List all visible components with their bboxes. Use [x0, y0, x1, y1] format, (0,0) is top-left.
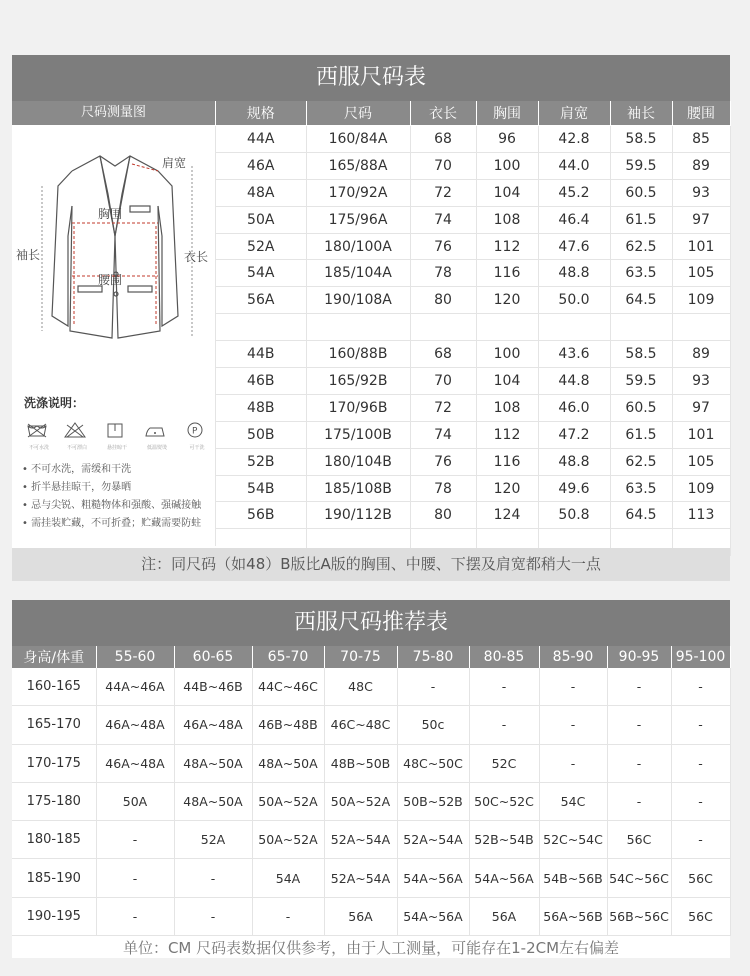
table-row — [216, 368, 730, 395]
recommend-table-header — [12, 646, 730, 668]
table-cell: 49.6 — [538, 475, 610, 502]
table-cell: 48B — [216, 394, 306, 421]
table-cell: 63.5 — [610, 260, 672, 287]
waist-label: 腰围 — [98, 273, 123, 287]
table-cell: 44.0 — [538, 152, 610, 179]
table-cell: 100 — [476, 152, 538, 179]
table-cell: 46.0 — [538, 394, 610, 421]
table-cell: 56C — [607, 821, 671, 859]
table-cell: 160/88B — [306, 341, 410, 368]
table-cell: - — [539, 706, 607, 744]
table-cell: 56A~56B — [539, 897, 607, 935]
table-cell: 48C~50C — [397, 744, 469, 782]
table-cell: 64.5 — [610, 287, 672, 314]
table-cell — [672, 314, 730, 341]
table-cell: - — [469, 706, 539, 744]
table-cell: 42.8 — [538, 126, 610, 153]
table-row — [12, 668, 730, 706]
table-row — [12, 897, 730, 935]
table-row — [216, 206, 730, 233]
table-cell: 124 — [476, 502, 538, 529]
table-cell: 44C~46C — [252, 668, 324, 706]
table-cell: 170-175 — [12, 744, 96, 782]
hang-dry-icon: 悬挂晾干 — [104, 422, 130, 451]
size-header-cell: 尺码 — [306, 101, 410, 126]
table-cell: - — [397, 668, 469, 706]
table-cell: 74 — [410, 421, 476, 448]
table-cell: 165/92B — [306, 368, 410, 395]
rec-header-cell: 75-80 — [397, 646, 469, 668]
table-cell: 50A — [216, 206, 306, 233]
table-cell: 76 — [410, 448, 476, 475]
table-cell: 44B — [216, 341, 306, 368]
table-cell: 54A~56A — [397, 859, 469, 897]
wash-title: 洗涤说明： — [24, 396, 85, 410]
table-cell: 54C~56C — [607, 859, 671, 897]
table-cell: 54A — [252, 859, 324, 897]
table-cell: 52A — [174, 821, 252, 859]
rec-header-cell: 60-65 — [174, 646, 252, 668]
table-cell: - — [96, 821, 174, 859]
table-cell: - — [607, 744, 671, 782]
table-row — [216, 260, 730, 287]
table-cell: 100 — [476, 341, 538, 368]
wash-note: • 不可水洗，需缓和干洗 — [22, 464, 132, 475]
table-cell: 54A~56A — [469, 859, 539, 897]
table-cell: 43.6 — [538, 341, 610, 368]
table-row — [216, 233, 730, 260]
rec-header-cell: 65-70 — [252, 646, 324, 668]
table-cell: - — [671, 821, 730, 859]
table-cell: 50.0 — [538, 287, 610, 314]
table-cell: 54A — [216, 260, 306, 287]
size-table-header — [216, 101, 730, 126]
table-cell: 175-180 — [12, 782, 96, 820]
table-cell: 112 — [476, 233, 538, 260]
table-cell: 97 — [672, 206, 730, 233]
table-cell: 109 — [672, 287, 730, 314]
table-cell: 175/96A — [306, 206, 410, 233]
recommend-chart-title: 西服尺码推荐表 — [12, 600, 730, 646]
table-cell: 96 — [476, 126, 538, 153]
table-cell: 112 — [476, 421, 538, 448]
table-cell: 62.5 — [610, 233, 672, 260]
table-cell: 60.5 — [610, 394, 672, 421]
table-cell — [410, 314, 476, 341]
table-cell: 54B — [216, 475, 306, 502]
table-cell: - — [252, 897, 324, 935]
table-cell: - — [469, 668, 539, 706]
dry-clean-icon: P 可干洗 — [184, 422, 210, 451]
table-row — [12, 782, 730, 820]
table-cell: 76 — [410, 233, 476, 260]
table-cell: 48.8 — [538, 260, 610, 287]
table-cell — [538, 314, 610, 341]
wash-note: • 需挂装贮藏，不可折叠；贮藏需要防蛀 — [22, 518, 202, 529]
table-row — [216, 126, 730, 153]
table-cell: - — [671, 668, 730, 706]
table-cell: 54B~56B — [539, 859, 607, 897]
table-cell: 185-190 — [12, 859, 96, 897]
table-cell: 68 — [410, 341, 476, 368]
table-cell: 52C~54C — [539, 821, 607, 859]
table-cell: 89 — [672, 341, 730, 368]
table-cell: 93 — [672, 368, 730, 395]
table-row — [216, 448, 730, 475]
table-cell: - — [174, 859, 252, 897]
table-cell: 52A~54A — [324, 821, 397, 859]
rec-header-cell: 55-60 — [96, 646, 174, 668]
table-cell: 50A~52A — [324, 782, 397, 820]
table-cell: 44B~46B — [174, 668, 252, 706]
table-cell: 68 — [410, 126, 476, 153]
sleeve-label: 袖长 — [16, 248, 41, 262]
table-cell: 50B~52B — [397, 782, 469, 820]
table-cell: 54C — [539, 782, 607, 820]
table-cell: 70 — [410, 152, 476, 179]
table-cell: 44A~46A — [96, 668, 174, 706]
table-cell: 47.6 — [538, 233, 610, 260]
table-cell: 48.8 — [538, 448, 610, 475]
table-row — [216, 394, 730, 421]
rec-header-cell: 95-100 — [671, 646, 730, 668]
table-cell: 52B — [216, 448, 306, 475]
table-cell: 48A~50A — [252, 744, 324, 782]
table-cell: 89 — [672, 152, 730, 179]
table-cell: 108 — [476, 206, 538, 233]
table-cell: 48A — [216, 179, 306, 206]
table-cell: 52A — [216, 233, 306, 260]
length-label: 衣长 — [184, 250, 209, 264]
table-cell: 116 — [476, 448, 538, 475]
table-cell: 46C~48C — [324, 706, 397, 744]
size-header-cell: 规格 — [216, 101, 306, 126]
size-chart-panel — [12, 55, 730, 581]
table-cell: 175/100B — [306, 421, 410, 448]
table-cell: 160-165 — [12, 668, 96, 706]
table-cell: 160/84A — [306, 126, 410, 153]
table-cell: 165-170 — [12, 706, 96, 744]
table-cell: - — [96, 897, 174, 935]
table-cell: 46A~48A — [96, 706, 174, 744]
table-cell: 70 — [410, 368, 476, 395]
table-row — [216, 502, 730, 529]
table-cell: 58.5 — [610, 126, 672, 153]
table-cell: 59.5 — [610, 368, 672, 395]
table-cell: 78 — [410, 475, 476, 502]
table-cell: 170/96B — [306, 394, 410, 421]
measurement-diagram — [12, 126, 216, 546]
table-cell: 190-195 — [12, 897, 96, 935]
table-cell: 80 — [410, 287, 476, 314]
no-bleach-icon: 不可漂白 — [64, 422, 90, 451]
table-cell: 93 — [672, 179, 730, 206]
size-header-cell: 腰围 — [672, 101, 730, 126]
table-cell: - — [671, 782, 730, 820]
size-table — [216, 101, 731, 556]
chest-label: 胸围 — [98, 207, 123, 221]
table-cell: 56A — [324, 897, 397, 935]
table-cell: 72 — [410, 394, 476, 421]
size-header-cell: 衣长 — [410, 101, 476, 126]
table-cell: 62.5 — [610, 448, 672, 475]
table-cell: 116 — [476, 260, 538, 287]
table-row — [216, 475, 730, 502]
table-cell: - — [174, 897, 252, 935]
table-cell: 120 — [476, 287, 538, 314]
table-cell: 56B~56C — [607, 897, 671, 935]
table-cell: 52A~54A — [324, 859, 397, 897]
recommend-table — [12, 646, 731, 936]
table-cell: 170/92A — [306, 179, 410, 206]
table-cell: 113 — [672, 502, 730, 529]
size-note: 注：同尺码（如48）B版比A版的胸围、中腰、下摆及肩宽都稍大一点 — [12, 548, 730, 581]
table-cell: - — [607, 706, 671, 744]
table-cell: 78 — [410, 260, 476, 287]
table-cell: 46B — [216, 368, 306, 395]
table-cell: 56B — [216, 502, 306, 529]
rec-header-cell: 身高/体重 — [12, 646, 96, 668]
table-cell: 59.5 — [610, 152, 672, 179]
table-cell: 108 — [476, 394, 538, 421]
table-row — [12, 859, 730, 897]
rec-header-cell: 90-95 — [607, 646, 671, 668]
table-cell: 104 — [476, 179, 538, 206]
table-cell: - — [539, 668, 607, 706]
size-header-cell: 袖长 — [610, 101, 672, 126]
wash-icons — [22, 422, 212, 452]
table-row — [12, 821, 730, 859]
table-cell: 46B~48B — [252, 706, 324, 744]
table-cell: 185/104A — [306, 260, 410, 287]
table-cell — [610, 314, 672, 341]
table-cell: 47.2 — [538, 421, 610, 448]
table-cell: 46A~48A — [96, 744, 174, 782]
table-cell: 61.5 — [610, 206, 672, 233]
table-cell: 165/88A — [306, 152, 410, 179]
table-cell: 54A~56A — [397, 897, 469, 935]
table-cell — [216, 314, 306, 341]
table-cell — [476, 314, 538, 341]
table-cell: 105 — [672, 260, 730, 287]
table-cell: 56C — [671, 859, 730, 897]
table-cell: - — [96, 859, 174, 897]
table-cell: 50A~52A — [252, 821, 324, 859]
table-cell: 190/112B — [306, 502, 410, 529]
table-cell: 101 — [672, 421, 730, 448]
table-cell: 180/100A — [306, 233, 410, 260]
table-cell: 48C — [324, 668, 397, 706]
table-cell: 56C — [671, 897, 730, 935]
rec-header-cell: 70-75 — [324, 646, 397, 668]
wash-notes — [22, 461, 214, 533]
table-cell: 85 — [672, 126, 730, 153]
table-cell: 52B~54B — [469, 821, 539, 859]
table-cell: 97 — [672, 394, 730, 421]
wash-note: • 折半悬挂晾干，勿暴晒 — [22, 482, 132, 493]
svg-text:P: P — [192, 426, 198, 437]
table-cell: 46A~48A — [174, 706, 252, 744]
table-cell: 61.5 — [610, 421, 672, 448]
table-cell: 180-185 — [12, 821, 96, 859]
table-cell: 60.5 — [610, 179, 672, 206]
table-row — [216, 152, 730, 179]
table-cell: 48A~50A — [174, 782, 252, 820]
table-cell: 52C — [469, 744, 539, 782]
table-cell: 80 — [410, 502, 476, 529]
table-cell: 50B — [216, 421, 306, 448]
rec-header-cell: 80-85 — [469, 646, 539, 668]
table-cell: 52A~54A — [397, 821, 469, 859]
table-row — [216, 179, 730, 206]
table-cell: 63.5 — [610, 475, 672, 502]
table-cell: 44.8 — [538, 368, 610, 395]
table-cell: 50c — [397, 706, 469, 744]
table-cell: 50A~52A — [252, 782, 324, 820]
table-cell: 190/108A — [306, 287, 410, 314]
wash-note: • 忌与尖锐、粗糙物体和强酸、强碱接触 — [22, 500, 202, 511]
table-cell: 50.8 — [538, 502, 610, 529]
table-row — [216, 314, 730, 341]
size-chart-title: 西服尺码表 — [12, 55, 730, 101]
table-cell: - — [671, 744, 730, 782]
size-header-cell: 胸围 — [476, 101, 538, 126]
table-cell: 56A — [216, 287, 306, 314]
table-cell: 105 — [672, 448, 730, 475]
table-cell: 58.5 — [610, 341, 672, 368]
table-cell: - — [607, 782, 671, 820]
no-wash-icon: 不可水洗 — [26, 422, 52, 451]
table-row — [216, 287, 730, 314]
rec-header-cell: 85-90 — [539, 646, 607, 668]
table-cell: 46A — [216, 152, 306, 179]
table-cell: 101 — [672, 233, 730, 260]
table-cell: - — [539, 744, 607, 782]
table-cell — [306, 314, 410, 341]
table-cell: - — [671, 706, 730, 744]
table-cell: - — [607, 668, 671, 706]
size-header-cell: 肩宽 — [538, 101, 610, 126]
table-cell: 50A — [96, 782, 174, 820]
table-cell: 185/108B — [306, 475, 410, 502]
table-cell: 104 — [476, 368, 538, 395]
table-cell: 48B~50B — [324, 744, 397, 782]
table-cell: 109 — [672, 475, 730, 502]
table-cell: 180/104B — [306, 448, 410, 475]
table-cell: 46.4 — [538, 206, 610, 233]
table-cell: 48A~50A — [174, 744, 252, 782]
table-cell: 74 — [410, 206, 476, 233]
diagram-header: 尺码测量图 — [12, 101, 215, 125]
table-cell: 44A — [216, 126, 306, 153]
table-row — [216, 421, 730, 448]
table-cell: 45.2 — [538, 179, 610, 206]
table-cell: 72 — [410, 179, 476, 206]
recommend-chart-panel — [12, 600, 730, 958]
table-row — [12, 706, 730, 744]
shoulder-label: 肩宽 — [162, 156, 187, 170]
table-cell: 120 — [476, 475, 538, 502]
table-cell: 50C~52C — [469, 782, 539, 820]
table-cell: 64.5 — [610, 502, 672, 529]
unit-note: 单位：CM 尺码表数据仅供参考，由于人工测量，可能存在1-2CM左右偏差 — [122, 939, 620, 957]
table-cell: 56A — [469, 897, 539, 935]
iron-icon: 低温熨烫 — [144, 422, 170, 451]
table-row — [216, 341, 730, 368]
table-row — [12, 744, 730, 782]
